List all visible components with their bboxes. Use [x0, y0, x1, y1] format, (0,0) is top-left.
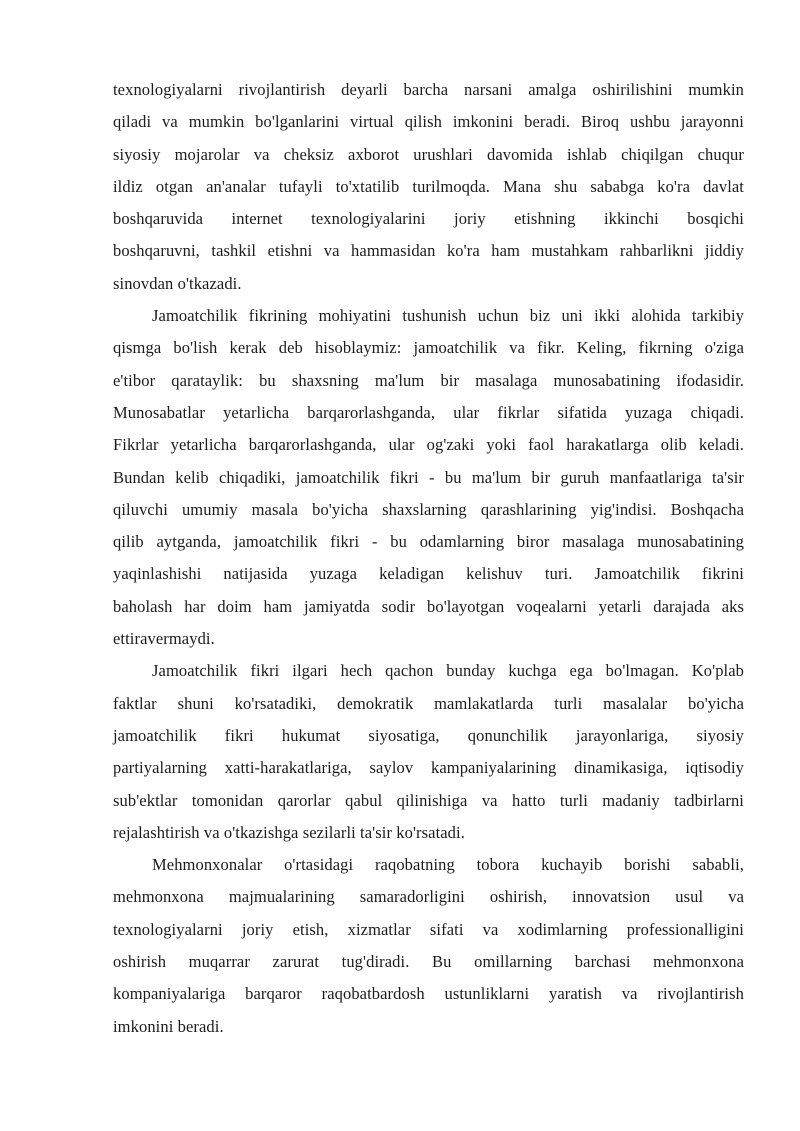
text-line: qiluvchi umumiy masala bo'yicha shaxslarning qarashlarining yig'indisi. Boshqacha [113, 499, 744, 519]
text-line: kompaniyalariga barqaror raqobatbardosh ustunliklarni yaratish va rivojlantirish [113, 984, 744, 1004]
text-line: ildiz otgan an'analar tufayli to'xtatilib turilmoqda. Mana shu sababga ko'ra davlat [113, 176, 744, 196]
text-line: qismga bo'lish kerak deb hisoblaymiz: jamoatchilik va fikr. Keling, fikrning o'ziga [113, 338, 744, 358]
text-line: Bundan kelib chiqadiki, jamoatchilik fikri - bu ma'lum bir guruh manfaatlariga ta'sir [113, 467, 744, 487]
text-line: mehmonxona majmualarining samaradorligini oshirish, innovatsion usul va [113, 887, 744, 907]
text-line: texnologiyalarni joriy etish, xizmatlar sifati va xodimlarning professionalligini [113, 919, 744, 939]
paragraph [113, 300, 744, 655]
text-line: texnologiyalarni rivojlantirish deyarli barcha narsani amalga oshirilishini mumkin [113, 80, 744, 99]
text-line: boshqaruvni, tashkil etishni va hammasidan ko'ra ham mustahkam rahbarlikni jiddiy [113, 241, 744, 261]
text-line: Mehmonxonalar o'rtasidagi raqobatning tobora kuchayib borishi sababli, [152, 855, 744, 875]
paragraph [113, 655, 744, 849]
text-line: siyosiy mojarolar va cheksiz axborot urushlari davomida ishlab chiqilgan chuqur [113, 144, 744, 164]
text-line: Munosabatlar yetarlicha barqarorlashganda, ular fikrlar sifatida yuzaga chiqadi. [113, 402, 744, 422]
text-line: baholash har doim ham jamiyatda sodir bo'layotgan voqealarni yetarli darajada aks [113, 596, 744, 616]
paragraph [113, 849, 744, 1043]
text-line: sub'ektlar tomonidan qarorlar qabul qilinishiga va hatto turli madaniy tadbirlarni [113, 790, 744, 810]
text-line: qilib aytganda, jamoatchilik fikri - bu odamlarning biror masalaga munosabatining [113, 532, 744, 552]
text-line: qiladi va mumkin bo'lganlarini virtual qilish imkonini beradi. Biroq ushbu jarayonni [113, 112, 744, 132]
text-line: imkonini beradi. [113, 1016, 224, 1036]
text-line: ettiravermaydi. [113, 629, 215, 649]
text-line: Fikrlar yetarlicha barqarorlashganda, ular og'zaki yoki faol harakatlarga olib keladi. [113, 435, 744, 455]
document-body [113, 74, 744, 1043]
text-line: boshqaruvida internet texnologiyalarini joriy etishning ikkinchi bosqichi [113, 209, 744, 229]
text-line: yaqinlashishi natijasida yuzaga keladigan kelishuv turi. Jamoatchilik fikrini [113, 564, 744, 584]
text-line: Jamoatchilik fikrining mohiyatini tushunish uchun biz uni ikki alohida tarkibiy [152, 306, 744, 326]
text-line: e'tibor qarataylik: bu shaxsning ma'lum bir masalaga munosabatining ifodasidir. [113, 370, 744, 390]
text-line: sinovdan o'tkazadi. [113, 273, 242, 293]
text-line: faktlar shuni ko'rsatadiki, demokratik mamlakatlarda turli masalalar bo'yicha [113, 693, 744, 713]
text-line: jamoatchilik fikri hukumat siyosatiga, qonunchilik jarayonlariga, siyosiy [113, 725, 744, 745]
text-line: oshirish muqarrar zarurat tug'diradi. Bu omillarning barchasi mehmonxona [113, 952, 744, 972]
text-line: rejalashtirish va o'tkazishga sezilarli ta'sir ko'rsatadi. [113, 822, 465, 842]
paragraph [113, 74, 744, 300]
text-line: Jamoatchilik fikri ilgari hech qachon bunday kuchga ega bo'lmagan. Ko'plab [152, 661, 744, 681]
text-line: partiyalarning xatti-harakatlariga, saylov kampaniyalarining dinamikasiga, iqtisodiy [113, 758, 744, 778]
